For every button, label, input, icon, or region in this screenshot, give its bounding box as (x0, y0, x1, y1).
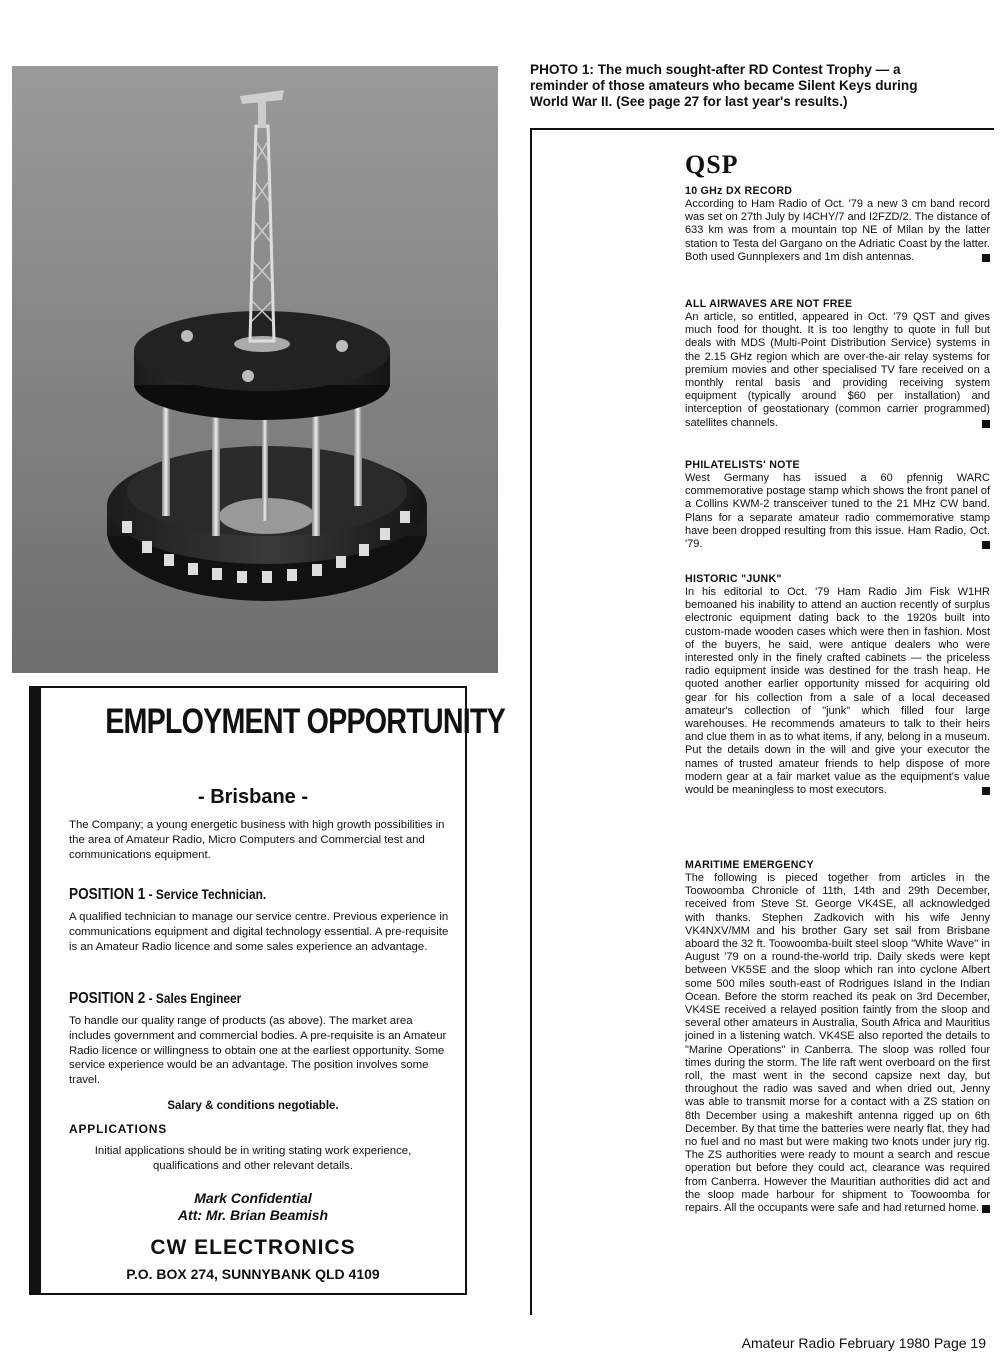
applications-label: APPLICATIONS (69, 1122, 168, 1136)
company-address: P.O. BOX 274, SUNNYBANK QLD 4109 (126, 1266, 380, 1282)
qsp-section (530, 128, 994, 1315)
article-text: An article, so entitled, appeared in Oct. '79 QST and gives much food for thought. It is too lengthy to quote in full but deals with MDS (Multi-Point Distribution Service) systems in the 2.15 GHz region which are over-the-air relay systems for premium movies and other specialised TV fare received on a monthly rental basis and providing receiving system equipment (typically around $60 per installation) and interception of geostationary (common carrier programmed) satellites channels. (685, 311, 990, 429)
position-1-text: A qualified technician to manage our service centre. Previous experience in communications equipment and digital technology essential. A pre-requisite is an Amateur Radio licence and some sales experience an advantage. (69, 911, 449, 953)
ad-title: EMPLOYMENT OPPORTUNITY (105, 702, 505, 741)
applications-text: Initial applications should be in writing stating work experience, qualifications and other relevant details. (94, 1145, 412, 1172)
article-body (685, 311, 990, 430)
position-2-heading (69, 990, 394, 1008)
company-name: CW ELECTRONICS (150, 1236, 356, 1259)
article-heading: ALL AIRWAVES ARE NOT FREE (685, 298, 853, 310)
article-body (685, 872, 990, 1215)
article-text: The following is pieced together from articles in the Toowoomba Chronicle of 11th, 14th and 29th December, received from Steve St. George VK4SE, all acknowledged with thanks. Stephen Zadkovich with his wife Jenny VK4NXV/MM and his brother Gary set sail from Brisbane aboard the 32 ft. Toowoomba-built steel sloop "White Wave" in August '79 on a round-the-world trip. Daily skeds were kept between VK5SE and the sloop which ran into cyclone Albert some 500 miles south-east of Rodrigues Island in the Indian Ocean. Before the storm reached its peak on 3rd December, VK4SE received a relayed position faintly from the sloop and several other amateurs in Australia, South Africa and Mauritius joined in a listening watch. VK4SE also reported the details to "Marine Operations" in Canberra. The sloop was rolled four times during the storm. The life raft went overboard on the first roll, the mast went in the second capsize next day, but throughout the radio was saved and when dried out, Jenny was able to transmit morse for a contact with a ZS station on 8th December using a makeshift antenna rigged up on 6th December. By that time the batteries were nearly flat, they had no fuel and no mast but were making two knots under jury rig. The ZS authorities were ready to mount a search and rescue operation but before they could act, clearance was required from Canberra. However the Mauritian authorities did act and the sloop made harbour for shipment to Toowoomba for repairs. All the occupants were safe and had returned home. (685, 872, 990, 1215)
caption-line: World War II. (See page 27 for last year's results.) (530, 94, 848, 109)
article-heading: HISTORIC "JUNK" (685, 573, 782, 585)
position-2-title: POSITION 2 (69, 990, 146, 1007)
position-1-title: POSITION 1 (69, 886, 146, 903)
caption-line: PHOTO 1: The much sought-after RD Contest Trophy — a (530, 62, 901, 77)
mark-confidential: Mark Confidential (194, 1190, 312, 1206)
article-body (685, 198, 990, 264)
end-mark-icon (982, 1205, 990, 1213)
article-heading: MARITIME EMERGENCY (685, 859, 814, 871)
employment-ad (29, 686, 505, 1295)
position-2-text: To handle our quality range of products (as above). The market area includes government and commercial bodies. A pre-requisite is an Amateur Radio licence or willingness to obtain one at the earliest opportunity. Some service experience would be an advantage. The position involves some travel. (69, 1015, 447, 1087)
photo-caption (530, 62, 990, 110)
ad-city: - Brisbane - (197, 786, 309, 808)
article-text: West Germany has issued a 60 pfennig WARC commemorative postage stamp which shows the front panel of a Collins KWM-2 transceiver tuned to the 21 MHz CW band. Plans for a separate amateur radio commemorative stamp have been dropped resulting from this issue. Ham Radio, Oct. '79. (685, 472, 990, 551)
position-1-heading (69, 886, 394, 904)
end-mark-icon (982, 420, 990, 428)
article-body (685, 586, 990, 797)
position-2-subtitle: - Sales Engineer (145, 990, 242, 1006)
position-1-subtitle: - Service Technician. (145, 886, 267, 902)
article-body (685, 472, 990, 551)
attention-line: Att: Mr. Brian Beamish (177, 1207, 329, 1223)
article-text: According to Ham Radio of Oct. '79 a new 3 cm band record was set on 27th July by I4CHY/7 and I2FZD/2. The distance of 633 km was from a mountain top NE of Milan by the latter station to Testa del Gargano on the Adriatic Coast by the latter. Both used Gunnplexers and 1m dish antennas. (685, 198, 990, 263)
trophy-icon (12, 66, 498, 673)
article-text: In his editorial to Oct. '79 Ham Radio Jim Fisk W1HR bemoaned his inability to attend an auction recently of surplus electronic equipment dating back to the 1920s built into custom-made wooden cases which were then in fashion. Most of the buyers, he said, were antique dealers who were interested only in the finely crafted cabinets — the priceless radio equipment inside was destined for the trash heap. He quoted another earlier opportunity missed for acquiring old gear for his collection from a sale of a local deceased amateur's collection of "junk" which filled four large warehouses. He recommends amateurs to talk to their heirs and clue them in as to what items, if any, belong in a museum. Put the details down in the will and give your executor the names of trusted amateur friends to help dispose of more modern gear at a fair market value as the equipment's value would be meaningless to most executors. (685, 586, 990, 797)
article-heading: 10 GHz DX RECORD (685, 185, 793, 197)
end-mark-icon (982, 254, 990, 262)
end-mark-icon (982, 541, 990, 549)
end-mark-icon (982, 787, 990, 795)
article-heading: PHILATELISTS' NOTE (685, 459, 800, 471)
caption-line: reminder of those amateurs who became Silent Keys during (530, 78, 918, 93)
trophy-photo (12, 66, 498, 673)
qsp-title: QSP (685, 150, 739, 179)
page-footer: Amateur Radio February 1980 Page 19 (741, 1335, 986, 1351)
ad-intro: The Company; a young energetic business with high growth possibilities in the area of Amateur Radio, Micro Computers and Commercial test and communications equipment. (69, 819, 445, 861)
salary-note: Salary & conditions negotiable. (167, 1100, 339, 1112)
